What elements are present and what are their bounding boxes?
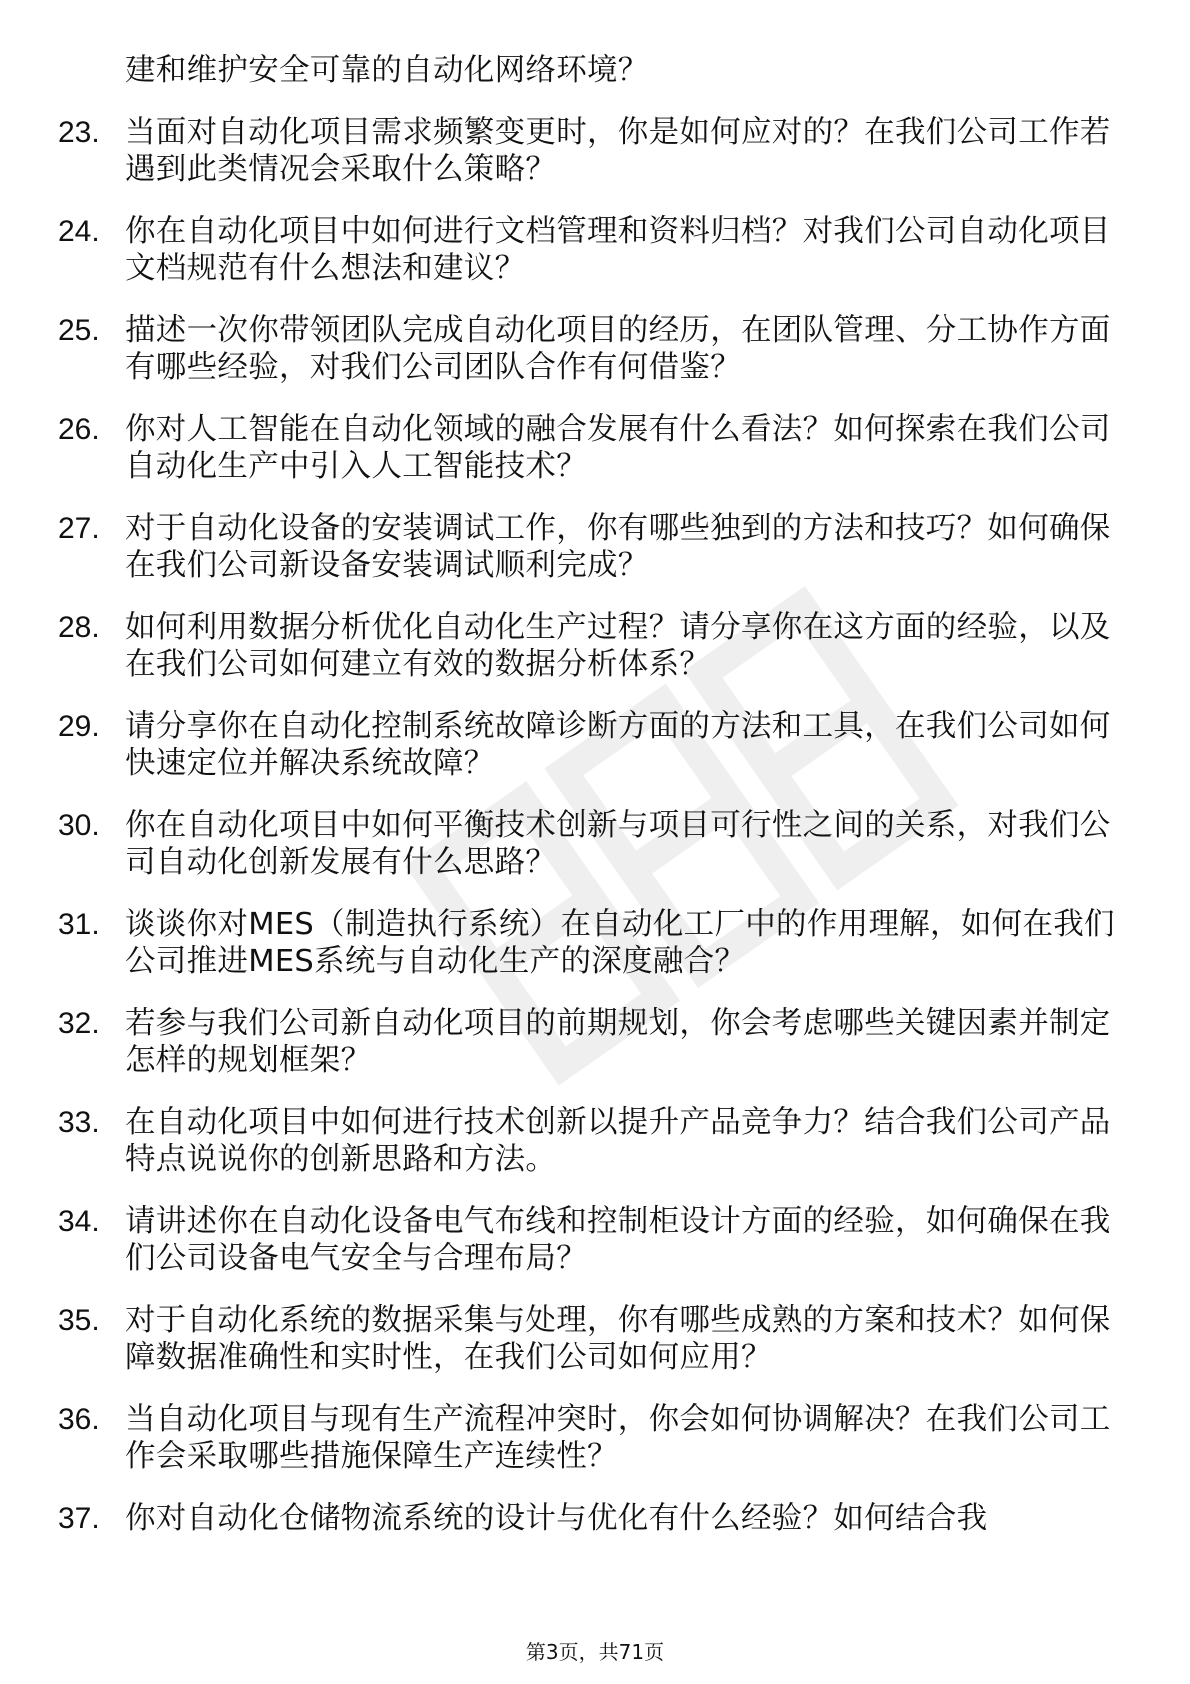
question-text: 当自动化项目与现有生产流程冲突时，你会如何协调解决？在我们公司工作会采取哪些措施保障生产连续性？ <box>125 1402 1111 1474</box>
question-text: 你在自动化项目中如何进行文档管理和资料归档？对我们公司自动化项目文档规范有什么想法和建议？ <box>125 214 1111 286</box>
question-item-34 <box>58 1203 1120 1277</box>
question-text: 谈谈你对MES（制造执行系统）在自动化工厂中的作用理解，如何在我们公司推进MES系统与自动化生产的深度融合？ <box>125 907 1115 979</box>
question-number: 24. <box>58 215 100 248</box>
question-number: 26. <box>58 413 100 446</box>
question-item-25 <box>58 312 1120 386</box>
question-item-27 <box>58 510 1120 584</box>
question-number: 27. <box>58 512 100 545</box>
question-item-23 <box>58 114 1120 188</box>
question-number: 25. <box>58 314 100 347</box>
question-item-26 <box>58 411 1120 485</box>
page-footer: 第3页，共71页 <box>525 1640 665 1664</box>
question-item-30 <box>58 807 1120 881</box>
question-text: 请分享你在自动化控制系统故障诊断方面的方法和工具，在我们公司如何快速定位并解决系统故障？ <box>125 709 1111 781</box>
question-text: 对于自动化设备的安装调试工作，你有哪些独到的方法和技巧？如何确保在我们公司新设备安装调试顺利完成？ <box>125 511 1111 583</box>
question-list <box>58 52 1120 1562</box>
question-item-35 <box>58 1302 1120 1376</box>
question-text: 在自动化项目中如何进行技术创新以提升产品竞争力？结合我们公司产品特点说说你的创新思路和方法。 <box>125 1105 1111 1177</box>
question-number: 34. <box>58 1205 100 1238</box>
continued-question-text: 建和维护安全可靠的自动化网络环境？ <box>125 53 649 88</box>
question-item-36 <box>58 1401 1120 1475</box>
question-text: 若参与我们公司新自动化项目的前期规划，你会考虑哪些关键因素并制定怎样的规划框架？ <box>125 1006 1111 1078</box>
question-text: 对于自动化系统的数据采集与处理，你有哪些成熟的方案和技术？如何保障数据准确性和实时性，在我们公司如何应用？ <box>125 1303 1111 1375</box>
question-item-37 <box>58 1500 1120 1537</box>
question-number: 35. <box>58 1304 100 1337</box>
question-text: 当面对自动化项目需求频繁变更时，你是如何应对的？在我们公司工作若遇到此类情况会采取什么策略？ <box>125 115 1111 187</box>
question-item-29 <box>58 708 1120 782</box>
question-number: 28. <box>58 611 100 644</box>
question-number: 30. <box>58 809 100 842</box>
question-item-33 <box>58 1104 1120 1178</box>
question-number: 23. <box>58 116 100 149</box>
question-text: 请讲述你在自动化设备电气布线和控制柜设计方面的经验，如何确保在我们公司设备电气安全与合理布局？ <box>125 1204 1111 1276</box>
question-text: 你在自动化项目中如何平衡技术创新与项目可行性之间的关系，对我们公司自动化创新发展有什么思路？ <box>125 808 1111 880</box>
question-text: 如何利用数据分析优化自动化生产过程？请分享你在这方面的经验，以及在我们公司如何建立有效的数据分析体系？ <box>125 610 1111 682</box>
question-item-31 <box>58 906 1120 980</box>
question-number: 36. <box>58 1403 100 1436</box>
question-number: 33. <box>58 1106 100 1139</box>
question-number: 29. <box>58 710 100 743</box>
question-number: 31. <box>58 908 100 941</box>
question-text: 你对自动化仓储物流系统的设计与优化有什么经验？如何结合我 <box>125 1501 988 1536</box>
question-text: 你对人工智能在自动化领域的融合发展有什么看法？如何探索在我们公司自动化生产中引入人工智能技术？ <box>125 412 1111 484</box>
question-item-28 <box>58 609 1120 683</box>
question-number: 32. <box>58 1007 100 1040</box>
question-number: 37. <box>58 1502 100 1535</box>
question-item-24 <box>58 213 1120 287</box>
question-item-32 <box>58 1005 1120 1079</box>
question-text: 描述一次你带领团队完成自动化项目的经历，在团队管理、分工协作方面有哪些经验，对我们公司团队合作有何借鉴？ <box>125 313 1111 385</box>
